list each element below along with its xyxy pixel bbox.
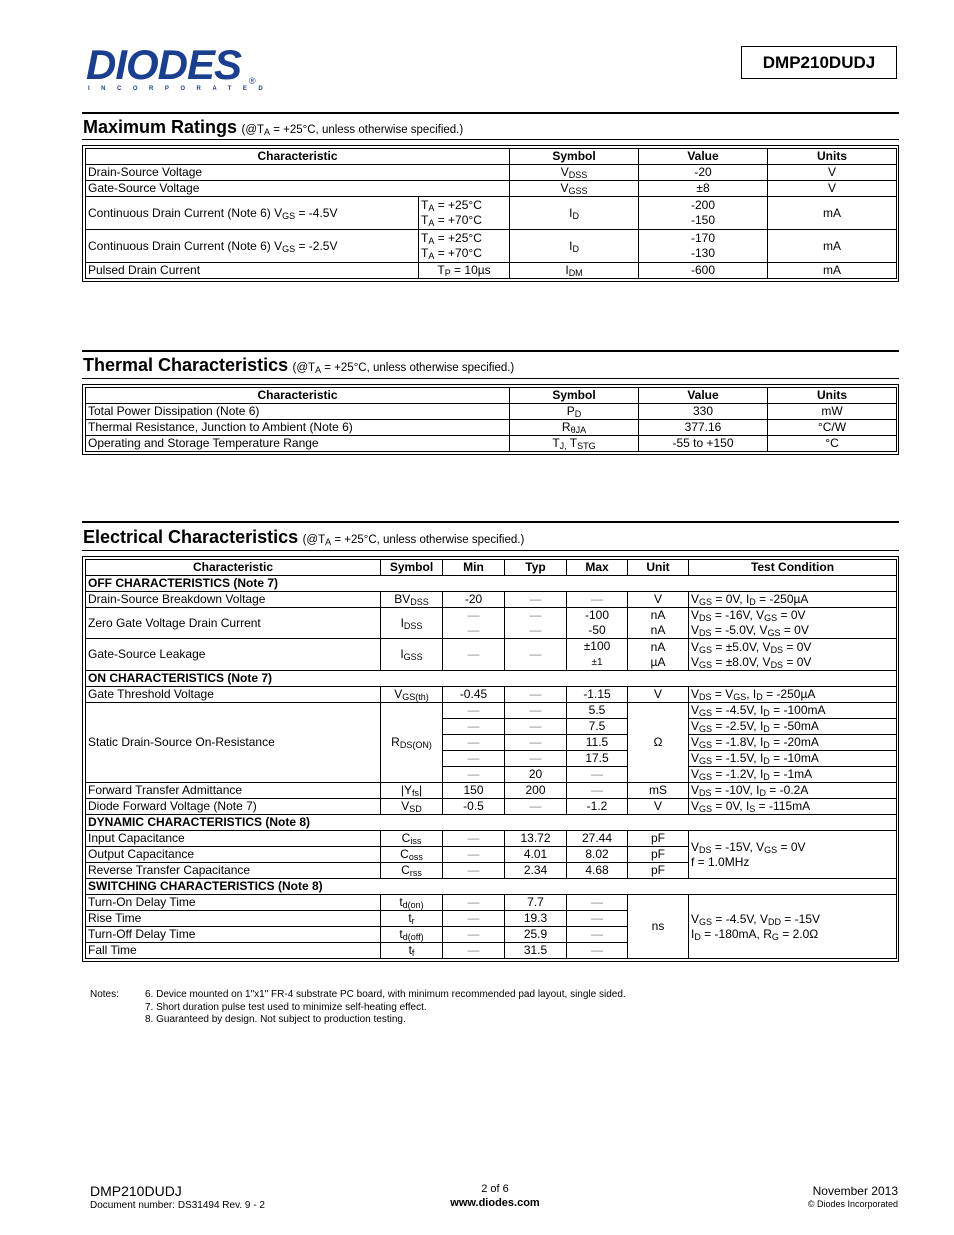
table-row: — — 17.5 $V_{GS} = -1.5V$, $I_D = -10mA$ <box>86 751 897 767</box>
col-header: Characteristic <box>86 560 381 576</box>
max-ratings-table <box>82 145 899 282</box>
note-item: 6. Device mounted on 1"x1" FR-4 substrate PC board, with minimum recommended pad layout, single sided. <box>145 989 626 1000</box>
section-condition: ($@T_A = +25^\circ C$, unless otherwise specified.) <box>241 124 464 137</box>
table-row: Drain-Source Breakdown Voltage $BV_{DSS}$ -20 — — V $V_{GS} = 0V$, $I_D = -250\mu A$ <box>86 592 897 608</box>
footer-copyright: © Diodes Incorporated <box>807 1199 898 1209</box>
col-header: Symbol <box>381 560 443 576</box>
col-header: Symbol <box>510 388 639 404</box>
notes-label: Notes: <box>90 989 119 1000</box>
table-row: — 20 — $V_{GS} = -1.2V$, $I_D = -1mA$ <box>86 767 897 783</box>
divider <box>82 350 899 352</box>
section-title: Electrical Characteristics <box>83 527 299 547</box>
section-row: OFF CHARACTERISTICS (Note 7) <box>86 576 897 592</box>
thermal-heading <box>83 355 514 376</box>
col-header: Value <box>639 149 768 165</box>
section-row: DYNAMIC CHARACTERISTICS (Note 8) <box>86 815 897 831</box>
table-row: Continuous Drain Current (Note 6) $V_{GS} = -4.5V$ $T_A = +25^\circ C$ $T_A = +70^\circ C$ $I_D$ -200 -150 mA <box>86 197 897 230</box>
table-row: Total Power Dissipation (Note 6) $P_D$ 330 mW <box>86 404 897 420</box>
table-row: Operating and Storage Temperature Range $T_{J,}$ $T_{STG}$ -55 to +150 °C <box>86 436 897 452</box>
max-ratings-heading <box>83 117 463 138</box>
part-number-box: DMP210DUDJ <box>741 46 897 79</box>
table-row: Drain-Source Voltage $V_{DSS}$ -20 V <box>86 165 897 181</box>
col-header: Units <box>768 149 897 165</box>
note-item: 7. Short duration pulse test used to minimize self-heating effect. <box>145 1001 427 1013</box>
table-row: — — 11.5 $V_{GS} = -1.8V$, $I_D = -20mA$ <box>86 735 897 751</box>
divider <box>82 139 899 140</box>
col-header: Typ <box>505 560 567 576</box>
divider <box>82 112 899 114</box>
table-row: Continuous Drain Current (Note 6) $V_{GS} = -2.5V$ $T_A = +25^\circ C$ $T_A = +70^\circ C$ $I_D$ -170 -130 mA <box>86 230 897 263</box>
table-row: Reverse Transfer Capacitance $C_{rss}$ — 2.34 4.68 pF <box>86 863 897 879</box>
electrical-table <box>82 556 899 962</box>
table-row: Turn-On Delay Time $t_{d(on)}$ — 7.7 — ns $V_{GS} = -4.5V$, $V_{DD} = -15V$ $I_D = -180mA$, $R_G = 2.0\Omega$ <box>86 895 897 911</box>
divider <box>82 521 899 523</box>
col-header: Characteristic <box>86 388 510 404</box>
col-header: Value <box>639 388 768 404</box>
table-row: Static Drain-Source On-Resistance $R_{DS(ON)}$ — — 5.5 Ω $V_{GS} = -4.5V$, $I_D = -100mA$ <box>86 703 897 719</box>
col-header: Unit <box>628 560 689 576</box>
table-row: Gate-Source Leakage $I_{GSS}$ — — ±100 ±1 nA µA $V_{GS} = \pm 5.0V$, $V_{DS} = 0V$ $V_{GS} = \pm 8.0V$, $V_{DS} = 0V$ <box>86 639 897 671</box>
footer-website-link[interactable]: www.diodes.com <box>450 1197 540 1209</box>
footer-doc-number: Document number: DS31494 Rev. 9 - 2 <box>90 1200 265 1211</box>
footer-part: DMP210DUDJ <box>90 1183 182 1199</box>
table-row: Zero Gate Voltage Drain Current $I_{DSS}$ — — — — -100 -50 nA nA $V_{DS} = -16V$, $V_{GS} = 0V$ $V_{DS} = -5.0V$, $V_{GS} = 0V$ <box>86 608 897 639</box>
section-row: SWITCHING CHARACTERISTICS (Note 8) <box>86 879 897 895</box>
table-row: Forward Transfer Admittance $|Y_{fs}|$ 150 200 — mS $V_{DS} = -10V$, $I_D = -0.2A$ <box>86 783 897 799</box>
table-row: Output Capacitance $C_{oss}$ — 4.01 8.02 pF <box>86 847 897 863</box>
col-header: Test Condition <box>689 560 897 576</box>
electrical-heading <box>83 527 524 548</box>
table-row: — — 7.5 $V_{GS} = -2.5V$, $I_D = -50mA$ <box>86 719 897 735</box>
section-condition: ($@T_A = +25^\circ C$, unless otherwise specified.) <box>302 534 525 547</box>
table-row: Gate Threshold Voltage $V_{GS(th)}$ -0.45 — -1.15 V $V_{DS} = V_{GS}$, $I_D = -250\mu A$ <box>86 687 897 703</box>
table-row: Gate-Source Voltage $V_{GSS}$ ±8 V <box>86 181 897 197</box>
col-header: Max <box>567 560 628 576</box>
divider <box>82 550 899 551</box>
section-title: Maximum Ratings <box>83 117 238 137</box>
table-row: Rise Time $t_r$ — 19.3 — <box>86 911 897 927</box>
table-row: Thermal Resistance, Junction to Ambient (Note 6) $R_{\theta JA}$ 377.16 °C/W <box>86 420 897 436</box>
note-item: 8. Guaranteed by design. Not subject to production testing. <box>145 1014 406 1025</box>
divider <box>82 378 899 379</box>
table-row: Diode Forward Voltage (Note 7) $V_{SD}$ -0.5 — -1.2 V $V_{GS} = 0V$, $I_S = -115mA$ <box>86 799 897 815</box>
diodes-logo: DIODES <box>86 41 242 88</box>
table-row: Fall Time $t_f$ — 31.5 — <box>86 943 897 959</box>
thermal-table <box>82 384 899 455</box>
col-header: Characteristic <box>86 149 510 165</box>
table-row: Turn-Off Delay Time $t_{d(off)}$ — 25.9 — <box>86 927 897 943</box>
col-header: Units <box>768 388 897 404</box>
footer-date: November 2013 <box>812 1184 898 1198</box>
section-condition: ($@T_A = +25^\circ C$, unless otherwise specified.) <box>292 362 515 375</box>
col-header: Symbol <box>510 149 639 165</box>
footer-page: 2 of 6 <box>481 1183 509 1195</box>
table-row: Pulsed Drain Current $T_P = 10\mu s$ $I_{DM}$ -600 mA <box>86 263 897 279</box>
table-row: Input Capacitance $C_{iss}$ — 13.72 27.44 pF $V_{DS} = -15V$, $V_{GS} = 0V$ f = 1.0MHz <box>86 831 897 847</box>
registered-mark: ® <box>249 76 256 86</box>
section-row: ON CHARACTERISTICS (Note 7) <box>86 671 897 687</box>
section-title: Thermal Characteristics <box>83 355 289 375</box>
logo-subtitle: INCORPORATED <box>88 86 275 92</box>
col-header: Min <box>443 560 505 576</box>
